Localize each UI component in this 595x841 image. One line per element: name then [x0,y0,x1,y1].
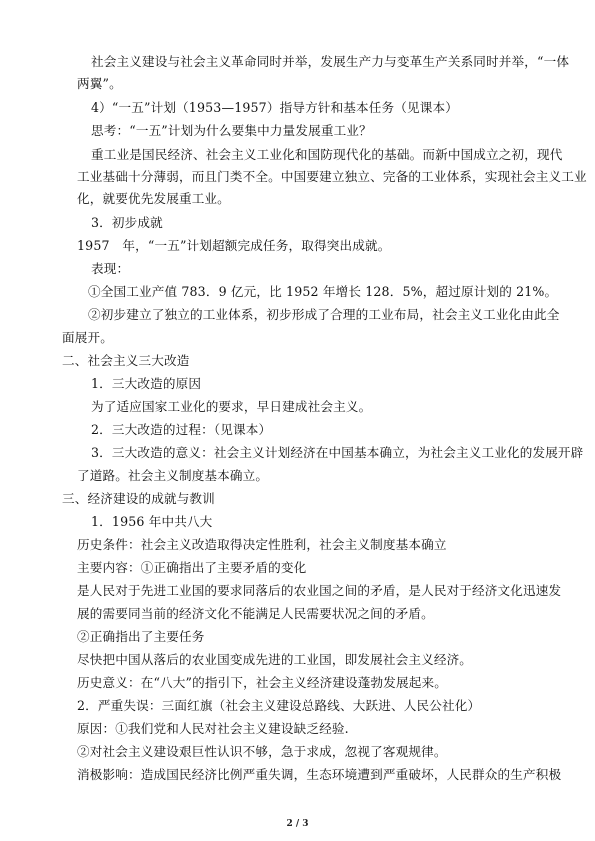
paragraph-line: 3．三大改造的意义：社会主义计划经济在中国基本确立，为社会主义工业化的发展开辟 [91,445,584,460]
chapter-heading: 三、经济建设的成就与教训 [62,491,215,506]
paragraph-line: 了道路。社会主义制度基本确立。 [77,468,269,483]
list-item: ②对社会主义建设艰巨性认识不够，急于求成，忽视了客观规律。 [77,744,447,759]
paragraph-line: 面展开。 [62,330,113,345]
question-line: 思考：“一五”计划为什么要集中力量发展重工业？ [91,123,372,138]
list-item: ①全国工业产值 783．9 亿元，比 1952 年增长 128．5%，超过原计划的 21%。 [88,284,558,299]
paragraph-line: 原因：①我们党和人民对社会主义建设缺乏经验. [77,721,349,736]
paragraph-line: 主要内容：①正确指出了主要矛盾的变化 [77,560,307,575]
paragraph-line: 化，就要优先发展重工业。 [77,191,230,206]
section-heading: 2．严重失误：三面红旗（社会主义建设总路线、大跃进、人民公社化） [77,698,481,713]
paragraph-line: 1957 年，“一五”计划超额完成任务，取得突出成就。 [77,238,391,253]
paragraph-line: 表现： [91,261,130,276]
section-heading: 1．1956 年中共八大 [91,514,213,529]
paragraph-line: 两翼”。 [77,76,122,91]
paragraph-line: 历史条件：社会主义改造取得决定性胜利，社会主义制度基本确立 [77,537,447,552]
chapter-heading: 二、社会主义三大改造 [62,353,190,368]
paragraph-line: 重工业是国民经济、社会主义工业化和国防现代化的基础。而新中国成立之初，现代 [91,147,563,162]
paragraph-line: 历史意义：在“八大”的指引下，社会主义经济建设蓬勃发展起来。 [77,675,448,690]
paragraph-line: 工业基础十分薄弱，而且门类不全。中国要建立独立、完备的工业体系，实现社会主义工业 [77,169,587,184]
paragraph-line: 是人民对于先进工业国的要求同落后的农业国之间的矛盾，是人民对于经济文化迅速发 [77,583,562,598]
paragraph-line: 消极影响：造成国民经济比例严重失调，生态环境遭到严重破坏，人民群众的生产积极 [77,767,562,782]
paragraph-line: 尽快把中国从落后的农业国变成先进的工业国，即发展社会主义经济。 [77,652,473,667]
list-item: ②初步建立了独立的工业体系，初步形成了合理的工业布局，社会主义工业化由此全 [88,307,560,322]
section-heading: 3．初步成就 [91,215,163,230]
section-heading: 2．三大改造的过程：（见课本） [91,422,272,437]
paragraph-line: 为了适应国家工业化的要求，早日建成社会主义。 [91,399,372,414]
section-heading: 1．三大改造的原因 [91,376,202,391]
page-number: 2 / 3 [286,819,309,829]
paragraph-line: 展的需要同当前的经济文化不能满足人民需要状况之间的矛盾。 [77,606,434,621]
list-item: ②正确指出了主要任务 [77,629,205,644]
paragraph-line: 社会主义建设与社会主义革命同时并举，发展生产力与变革生产关系同时并举，“一体 [91,54,570,69]
section-heading: 4）“一五”计划（1953—1957）指导方针和基本任务（见课本） [91,100,459,115]
